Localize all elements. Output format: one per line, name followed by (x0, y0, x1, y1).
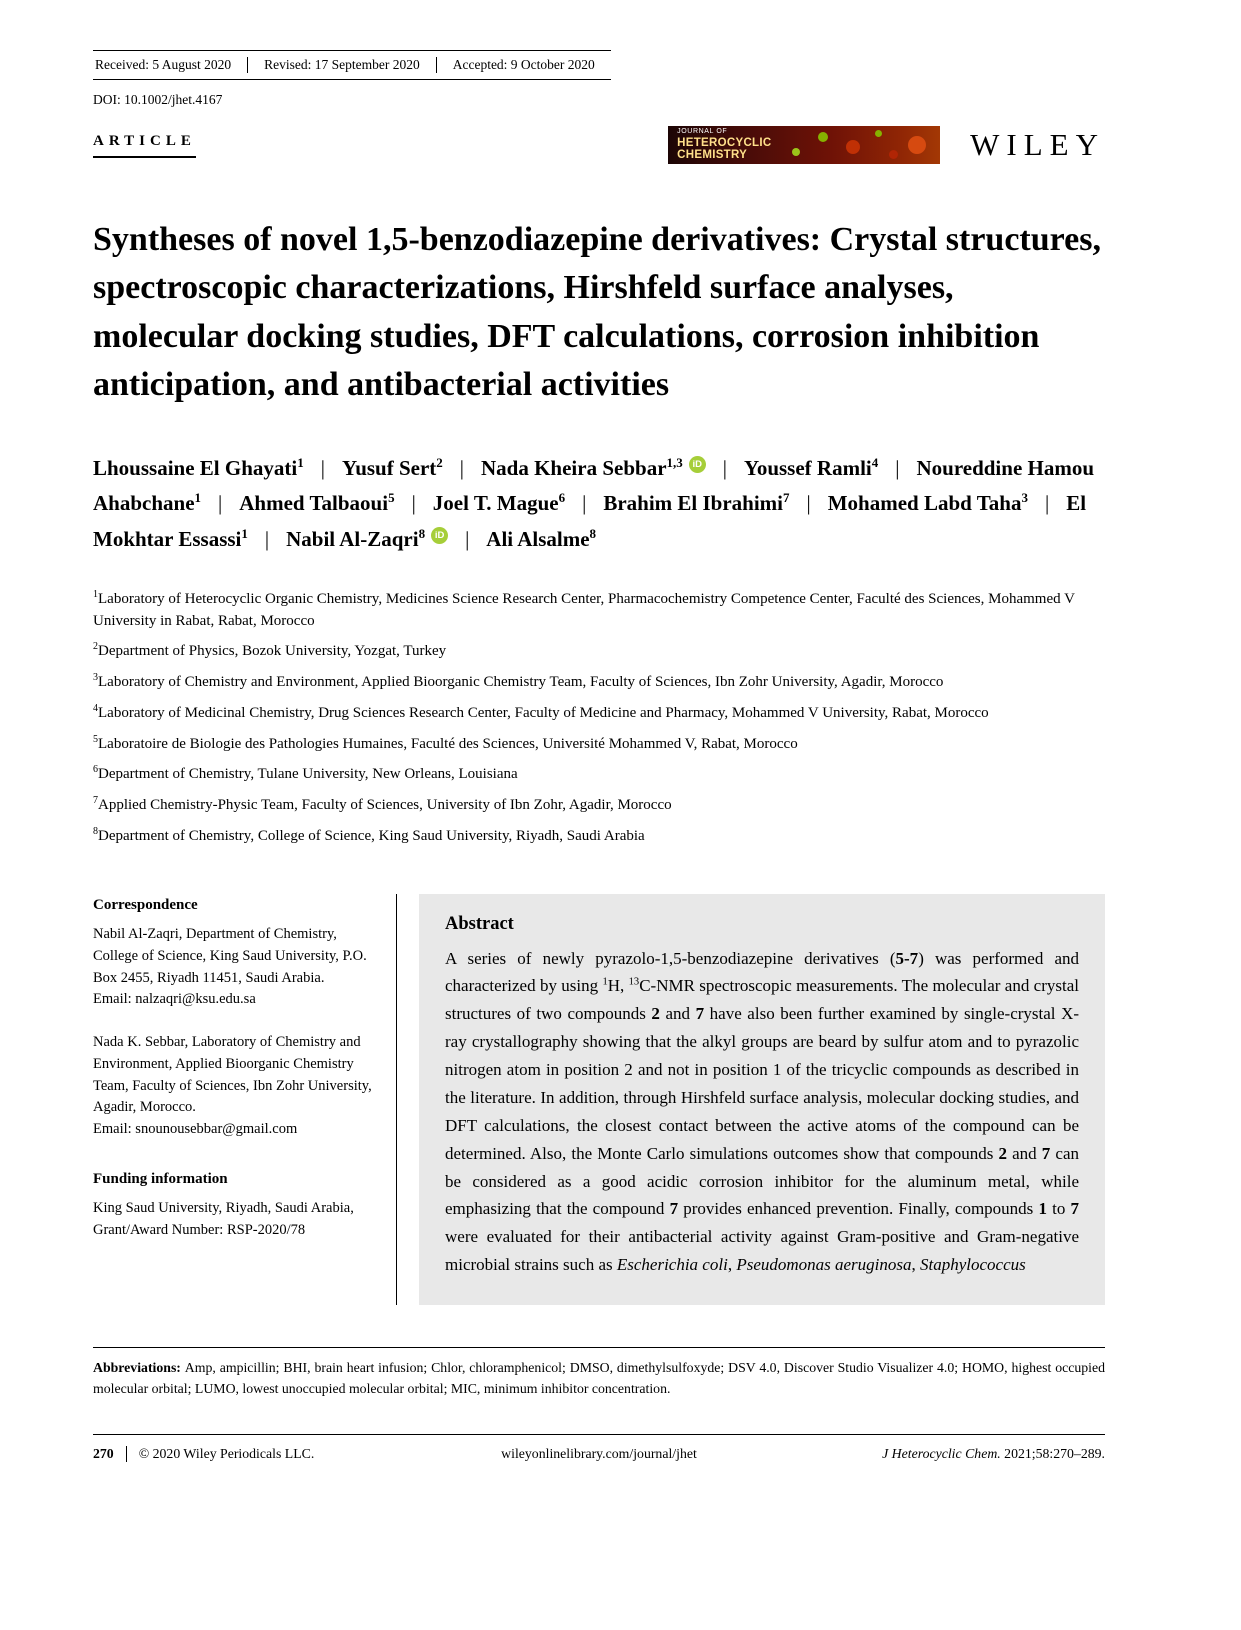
journal-logo-name-line2: CHEMISTRY (677, 149, 748, 162)
wiley-logo: WILEY (970, 127, 1105, 162)
affiliation: $^1$Laboratory of Heterocyclic Organic Chemistry, Medicines Science Research Center, Pharmacochemistry Competence Center, Faculté des Sciences, Mohammed V University in Rabat, Rabat, Morocco (93, 588, 1075, 629)
abstract-text: A series of newly pyrazolo-1,5-benzodiazepine derivatives (5-7) was performed and characterized by using $^1$H, $^{13}$C-NMR spectroscopic measurements. The molecular and crystal structures of two compounds 2 and 7 have also been further examined by single-crystal X-ray crystallography showing that the alkyl groups are beard by sulfur atom and to pyrazolic nitrogen atom in position 2 and not in position 1 of the tricyclic compounds as described in the literature. In addition, through Hirshfeld surface analysis, molecular docking studies, and DFT calculations, the closest contact between the active atoms of the compound can be determined. Also, the Monte Carlo simulations outcomes show that compounds 2 and 7 can be considered as a good acidic corrosion inhibitor for the aluminum metal, while emphasizing that the compound 7 provides enhanced prevention. Finally, compounds 1 to 7 were evaluated for their antibacterial activity against Gram-positive and Gram-negative microbial strains such as Escherichia coli, Pseudomonas aeruginosa, Staphylococcus (445, 948, 1080, 1275)
copyright-text: © 2020 Wiley Periodicals LLC. (138, 1445, 315, 1461)
email-link[interactable]: nalzaqri@ksu.edu.sa (135, 991, 256, 1008)
author-separator: | (218, 491, 223, 516)
funding-section (93, 1168, 377, 1242)
two-column-section (93, 894, 1105, 1306)
abstract-box (419, 894, 1105, 1306)
author-separator: | (895, 456, 900, 481)
author: Noureddine Hamou Ahabchane$^1$ (93, 456, 1095, 516)
footer-url[interactable]: wileyonlinelibrary.com/journal/jhet (501, 1445, 697, 1461)
author-separator: | (320, 456, 325, 481)
orcid-icon[interactable]: iD (689, 456, 706, 473)
journal-logo (668, 126, 940, 164)
correspondence-email-line: Email: nalzaqri@ksu.edu.sa (93, 991, 256, 1008)
affiliation: $^2$Department of Physics, Bozok University, Yozgat, Turkey (93, 641, 447, 660)
received-date: Received: 5 August 2020 (95, 57, 232, 72)
revised-date: Revised: 17 September 2020 (247, 57, 436, 73)
author-separator: | (459, 456, 464, 481)
abbreviations-footnote: Abbreviations: Amp, ampicillin; BHI, brain heart infusion; Chlor, chloramphenicol; DMSO, dimethylsulfoxyde; DSV 4.0, Discover Studio Visualizer 4.0; HOMO, highest occupied molecular orbital; LUMO, lowest unoccupied molecular orbital; MIC, minimum inhibitor concentration. (93, 1347, 1105, 1400)
affiliation: $^4$Laboratory of Medicinal Chemistry, Drug Sciences Research Center, Faculty of Medicine and Pharmacy, Mohammed V University, Rabat, Morocco (93, 702, 989, 721)
author: Ahmed Talbaoui$^5$ (239, 490, 395, 516)
footer-divider (126, 1446, 127, 1462)
author: Joel T. Mague$^6$ (432, 490, 566, 516)
author-separator: | (582, 491, 587, 516)
author: Nabil Al-Zaqri$^8$ iD (286, 527, 448, 551)
header-row (93, 126, 1105, 164)
orcid-icon[interactable]: iD (431, 527, 448, 544)
correspondence-email-line: Email: snounousebbar@gmail.com (93, 1121, 298, 1138)
author-separator: | (806, 491, 811, 516)
article-type-label: ARTICLE (93, 133, 196, 158)
correspondence-column (93, 894, 377, 1306)
page-footer (93, 1434, 1105, 1462)
correspondence-block (93, 924, 377, 1011)
author: Lhoussaine El Ghayati$^1$ (93, 455, 304, 481)
correspondence-heading: Correspondence (93, 896, 198, 913)
logo-group (668, 126, 1105, 164)
author: Brahim El Ibrahimi$^7$ (603, 490, 790, 516)
page-number: 270 (93, 1445, 114, 1461)
journal-logo-name-line1: HETEROCYCLIC (677, 136, 772, 149)
author: El Mokhtar Essassi$^1$ (93, 491, 1087, 551)
author-separator: | (411, 491, 416, 516)
affiliation: $^8$Department of Chemistry, College of Science, King Saud University, Riyadh, Saudi Arabia (93, 825, 645, 844)
author-list (93, 451, 1105, 557)
accepted-date: Accepted: 9 October 2020 (436, 57, 611, 73)
dates-bar (93, 50, 611, 80)
author: Mohamed Labd Taha$^3$ (827, 490, 1028, 516)
footer-left (93, 1446, 430, 1462)
doi[interactable]: DOI: 10.1002/jhet.4167 (93, 92, 223, 107)
author-separator: | (1044, 491, 1050, 516)
affiliation: $^3$Laboratory of Chemistry and Environment, Applied Bioorganic Chemistry Team, Faculty of Sciences, Ibn Zohr University, Agadir, Morocco (93, 672, 944, 691)
affiliation: $^6$Department of Chemistry, Tulane University, New Orleans, Louisiana (93, 764, 518, 783)
correspondence-address: Nabil Al-Zaqri, Department of Chemistry, College of Science, King Saud University, P.O. Box 2455, Riyadh 11451, Saudi Arabia. (93, 926, 367, 986)
email-link[interactable]: snounousebbar@gmail.com (135, 1121, 298, 1138)
author-separator: | (722, 456, 727, 481)
funding-text: King Saud University, Riyadh, Saudi Arabia, Grant/Award Number: RSP-2020/78 (93, 1200, 354, 1239)
article-title: Syntheses of novel 1,5-benzodiazepine derivatives: Crystal structures, spectroscopic characterizations, Hirshfeld surface analyses, molecular docking studies, DFT calculations, corrosion inhibition anticipation, and antibacterial activities (93, 221, 1101, 403)
journal-citation: J Heterocyclic Chem. 2021;58:270–289. (882, 1445, 1105, 1461)
author: Nada Kheira Sebbar$^{1,3}$ iD (481, 456, 706, 480)
affiliation: $^5$Laboratoire de Biologie des Pathologies Humaines, Faculté des Sciences, Université Mohammed V, Rabat, Morocco (93, 733, 798, 752)
correspondence-block (93, 1032, 377, 1141)
correspondence-address: Nada K. Sebbar, Laboratory of Chemistry and Environment, Applied Bioorganic Chemistry Team, Faculty of Sciences, Ibn Zohr University, Agadir, Morocco. (93, 1034, 372, 1116)
affiliation-list (93, 589, 1105, 848)
column-divider (396, 894, 397, 1306)
author-separator: | (465, 526, 470, 551)
abstract-heading: Abstract (445, 913, 514, 934)
author-separator: | (264, 526, 270, 551)
funding-heading: Funding information (93, 1170, 228, 1187)
author: Youssef Ramli$^4$ (743, 455, 879, 481)
author: Yusuf Sert$^2$ (341, 455, 443, 481)
affiliation: $^7$Applied Chemistry-Physic Team, Faculty of Sciences, University of Ibn Zohr, Agadir, Morocco (93, 795, 672, 814)
author: Ali Alsalme$^8$ (486, 525, 597, 551)
journal-logo-kicker: JOURNAL OF (677, 128, 728, 136)
